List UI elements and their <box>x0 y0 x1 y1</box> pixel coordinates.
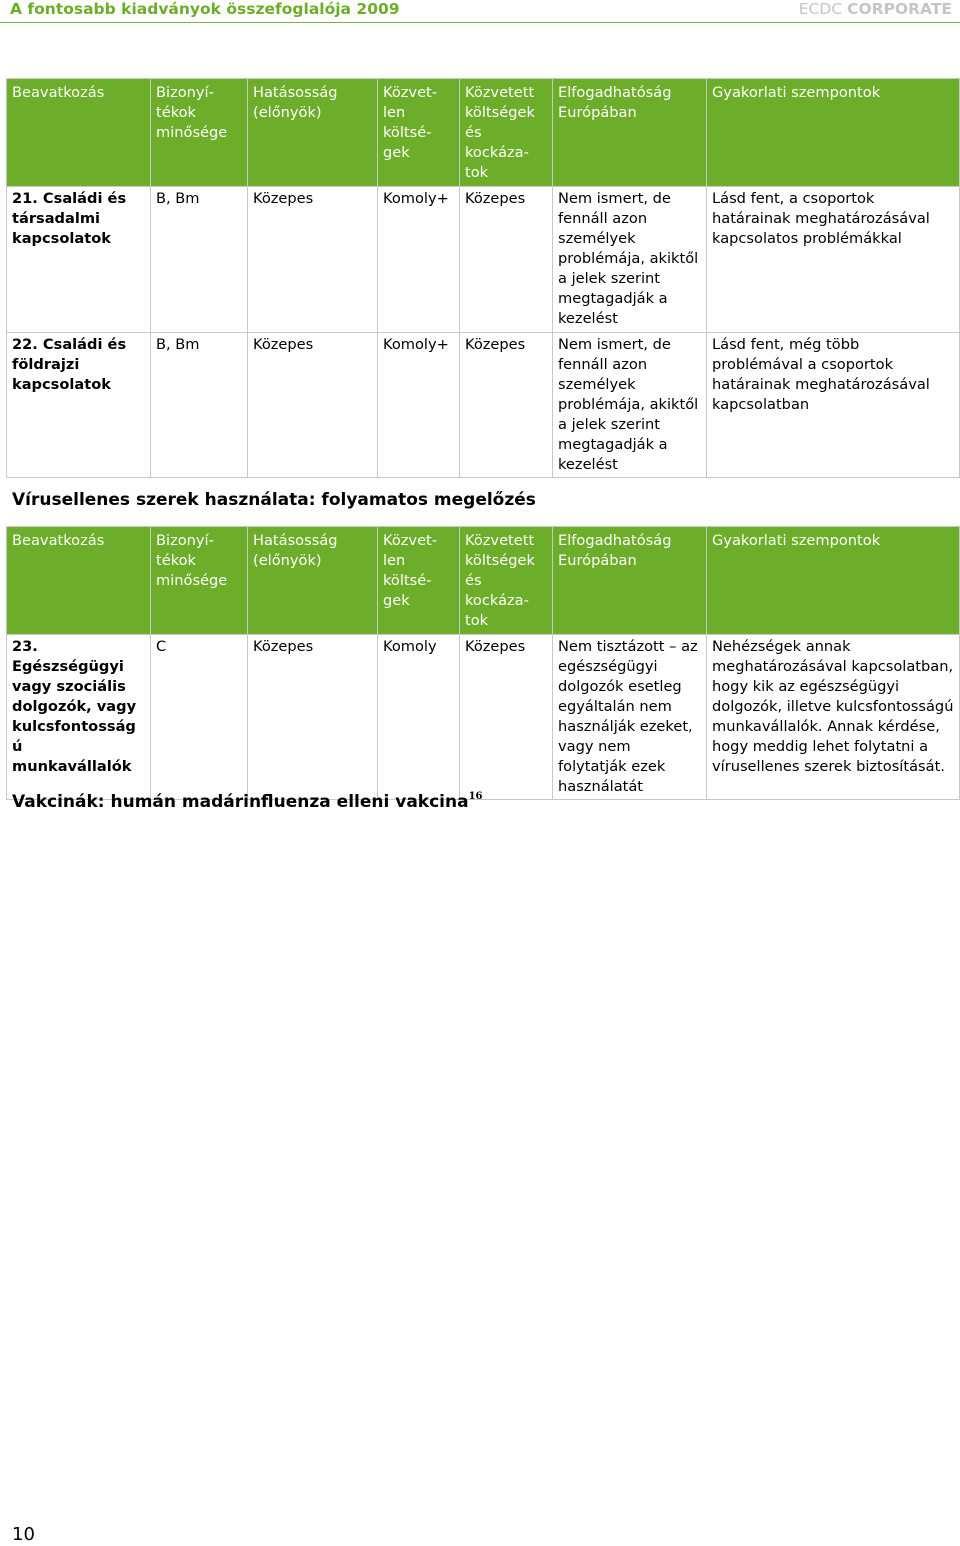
table-row <box>7 635 960 800</box>
section-title-vaccines <box>12 791 483 812</box>
cell-evidence: B, Bm <box>151 187 248 333</box>
col-header-practical: Gyakorlati szempontok <box>707 527 960 635</box>
cell-direct-costs: Komoly+ <box>378 187 460 333</box>
cell-practical: Lásd fent, még több problémával a csoportok határainak meghatározásával kapcsolatban <box>707 333 960 478</box>
col-header-direct-costs: Közvet- len költsé- gek <box>378 527 460 635</box>
cell-practical: Lásd fent, a csoportok határainak meghatározásával kapcsolatos problémákkal <box>707 187 960 333</box>
col-header-effectiveness: Hatásosság (előnyök) <box>248 79 378 187</box>
interventions-table-2 <box>6 526 960 800</box>
page-number: 10 <box>12 1524 35 1545</box>
col-header-intervention: Beavatkozás <box>7 79 151 187</box>
section-title-antivirals: Vírusellenes szerek használata: folyamatos megelőzés <box>12 490 536 510</box>
table-row <box>7 187 960 333</box>
col-header-indirect-costs: Közvetett költségek és kockáza- tok <box>460 79 553 187</box>
brand-ecdc: ECDC <box>798 0 848 18</box>
col-header-indirect-costs: Közvetett költségek és kockáza- tok <box>460 527 553 635</box>
cell-intervention: 23. Egészségügyi vagy szociális dolgozók, vagy kulcsfontosságú munkavállalók <box>7 635 151 800</box>
cell-intervention: 22. Családi és földrajzi kapcsolatok <box>7 333 151 478</box>
col-header-evidence: Bizonyí- tékok minősége <box>151 527 248 635</box>
cell-practical: Nehézségek annak meghatározásával kapcsolatban, hogy kik az egészségügyi dolgozók, illetve kulcsfontosságú munkavállalók. Annak kérdése, hogy meddig lehet folytatni a vírusellenes szerek biztosítását. <box>707 635 960 800</box>
cell-indirect-costs: Közepes <box>460 635 553 800</box>
col-header-acceptability: Elfogadhatóság Európában <box>553 79 707 187</box>
cell-acceptability: Nem ismert, de fennáll azon személyek problémája, akiktől a jelek szerint megtagadják a kezelést <box>553 187 707 333</box>
cell-acceptability: Nem tisztázott – az egészségügyi dolgozók esetleg egyáltalán nem használják ezeket, vagy nem folytatják ezek használatát <box>553 635 707 800</box>
cell-indirect-costs: Közepes <box>460 187 553 333</box>
interventions-table-1 <box>6 78 960 478</box>
cell-effectiveness: Közepes <box>248 333 378 478</box>
col-header-acceptability: Elfogadhatóság Európában <box>553 527 707 635</box>
brand-corporate: CORPORATE <box>847 0 952 18</box>
col-header-evidence: Bizonyí- tékok minősége <box>151 79 248 187</box>
publication-title: A fontosabb kiadványok összefoglalója 2009 <box>10 0 400 18</box>
col-header-effectiveness: Hatásosság (előnyök) <box>248 527 378 635</box>
section-title-text: Vakcinák: humán madárinfluenza elleni vakcina <box>12 792 469 812</box>
table-header-row <box>7 79 960 187</box>
cell-evidence: B, Bm <box>151 333 248 478</box>
col-header-intervention: Beavatkozás <box>7 527 151 635</box>
table-header-row <box>7 527 960 635</box>
cell-effectiveness: Közepes <box>248 187 378 333</box>
cell-effectiveness: Közepes <box>248 635 378 800</box>
cell-evidence: C <box>151 635 248 800</box>
cell-direct-costs: Komoly <box>378 635 460 800</box>
cell-acceptability: Nem ismert, de fennáll azon személyek problémája, akiktől a jelek szerint megtagadják a kezelést <box>553 333 707 478</box>
cell-direct-costs: Komoly+ <box>378 333 460 478</box>
page-header <box>0 0 960 23</box>
col-header-direct-costs: Közvet- len költsé- gek <box>378 79 460 187</box>
footnote-marker: 16 <box>468 791 483 802</box>
cell-intervention: 21. Családi és társadalmi kapcsolatok <box>7 187 151 333</box>
table-row <box>7 333 960 478</box>
cell-indirect-costs: Közepes <box>460 333 553 478</box>
col-header-practical: Gyakorlati szempontok <box>707 79 960 187</box>
brand-logo-text <box>799 0 952 18</box>
